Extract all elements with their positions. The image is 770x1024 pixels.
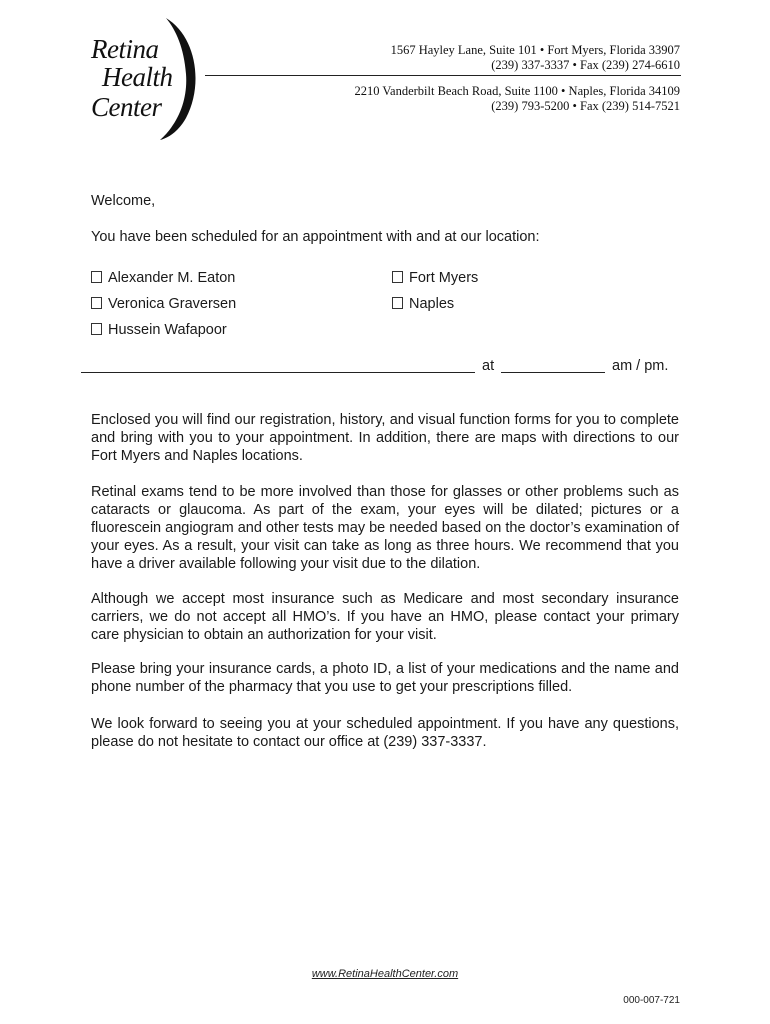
paragraph: Retinal exams tend to be more involved than those for glasses or other problems such as cataracts or glaucoma. As part of the exam, your eyes will be dilated; pictures or a fluorescein angiogram and other tests may be needed based on the doctor’s examination of your eyes. As a result, your visit can take as long as three hours. We recommend that you have a driver available following your visit due to the dilation. [91,484,679,572]
logo-text-retina: Retina [91,34,159,64]
at-label: at [482,358,495,374]
checkbox[interactable] [91,297,102,309]
paragraph: Although we accept most insurance such as Medicare and most secondary insurance carriers, we do not accept all HMO’s. If you have an HMO, please contact your primary care physician to obtain an authorization for your visit. [91,591,679,643]
form-number: 000-007-721 [623,995,680,1006]
date-blank[interactable] [81,372,475,373]
doctor-label: Alexander M. Eaton [108,270,236,286]
location-label: Naples [409,296,455,312]
doctor-option[interactable] [91,269,235,287]
logo-text-center: Center [91,92,162,122]
logo-text-health: Health [102,62,173,92]
location-label: Fort Myers [409,270,479,286]
website-link[interactable]: www.RetinaHealthCenter.com [311,968,459,980]
doctor-option[interactable] [91,295,236,313]
checkbox[interactable] [91,323,102,335]
intro-text: You have been scheduled for an appointment with and at our location: [91,229,540,245]
checkbox[interactable] [91,271,102,283]
doctor-option[interactable] [91,321,227,339]
checkbox[interactable] [392,271,403,283]
naples-office-address [354,84,680,114]
logo [88,14,208,142]
location-option[interactable] [392,269,478,287]
address-line: 2210 Vanderbilt Beach Road, Suite 1100 • Naples, Florida 34109 [354,84,680,98]
phone-fax-line: (239) 337-3337 • Fax (239) 274-6610 [491,58,680,72]
greeting: Welcome, [91,193,156,209]
location-option[interactable] [392,295,454,313]
checkbox[interactable] [392,297,403,309]
paragraph: Enclosed you will find our registration, history, and visual function forms for you to complete and bring with you to your appointment. In addition, there are maps with directions to our Fort Myers and Naples locations. [91,412,679,464]
ampm-label: am / pm. [612,358,669,374]
fort-myers-office-address [391,43,680,73]
address-line: 1567 Hayley Lane, Suite 101 • Fort Myers, Florida 33907 [390,43,680,57]
paragraph: Please bring your insurance cards, a photo ID, a list of your medications and the name and phone number of the pharmacy that you use to get your prescriptions filled. [91,661,679,695]
time-blank[interactable] [501,372,605,373]
phone-fax-line: (239) 793-5200 • Fax (239) 514-7521 [491,99,680,113]
paragraph: We look forward to seeing you at your scheduled appointment. If you have any questions, please do not hesitate to contact our office at (239) 337-3337. [91,716,679,750]
header-divider [205,75,681,76]
doctor-label: Hussein Wafapoor [108,322,227,338]
doctor-label: Veronica Graversen [108,296,237,312]
